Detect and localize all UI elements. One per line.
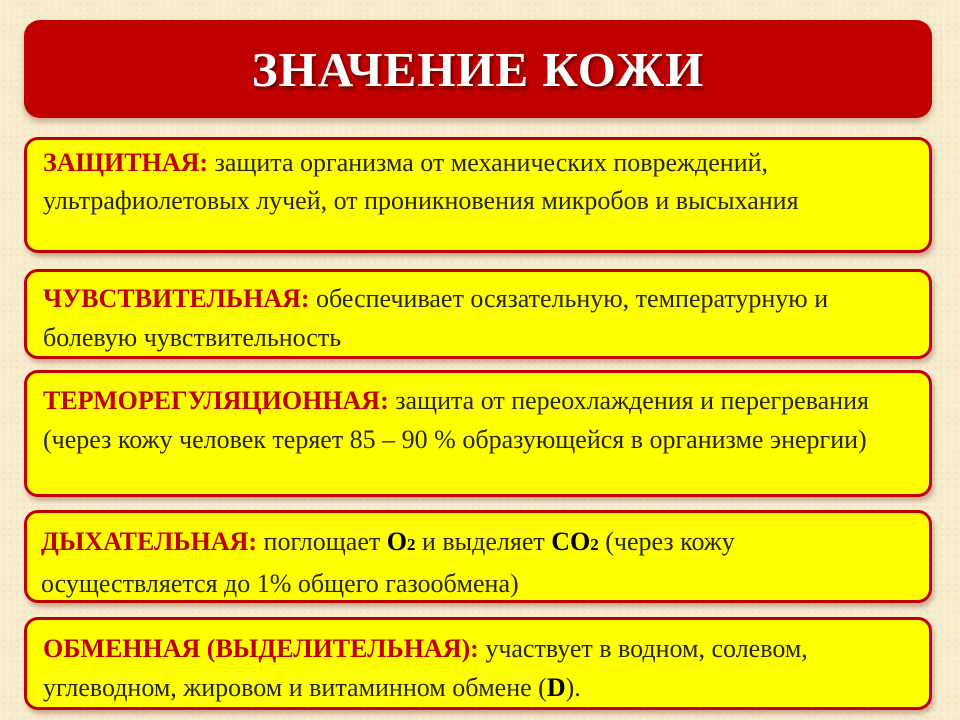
- oxygen-subscript: 2: [406, 535, 416, 554]
- title-banner: [24, 20, 932, 118]
- oxygen-formula: O: [386, 527, 407, 556]
- function-card-sensory: [24, 269, 932, 359]
- function-description: участвует в водном, солевом, углеводном, жировом и витаминном обмене (: [43, 634, 808, 702]
- carbon-dioxide-formula: CO: [551, 527, 591, 556]
- function-description: поглощает: [257, 527, 387, 556]
- function-term: ДЫХАТЕЛЬНАЯ:: [41, 527, 258, 556]
- function-term: ОБМЕННАЯ (ВЫДЕЛИТЕЛЬНАЯ):: [43, 634, 479, 663]
- page-title: ЗНАЧЕНИЕ КОЖИ: [251, 41, 705, 97]
- function-card-protective: [24, 137, 932, 253]
- function-term: ТЕРМОРЕГУЛЯЦИОННАЯ:: [43, 386, 389, 415]
- function-card-metabolic: [24, 617, 932, 710]
- function-description: защита организма от механических повреждений, ультрафиолетовых лучей, от проникновения микробов и высыхания: [43, 148, 799, 215]
- function-term: ЧУВСТВИТЕЛЬНАЯ:: [43, 284, 310, 313]
- function-description: ).: [565, 673, 581, 702]
- vitamin-label: D: [546, 673, 566, 702]
- function-description: (через кожу осуществляется до 1% общего газообмена): [41, 527, 735, 598]
- function-description: защита от переохлаждения и перегревания (через кожу человек теряет 85 – 90 % образующейся в организме энергии): [43, 386, 869, 454]
- function-term: ЗАЩИТНАЯ:: [43, 148, 209, 177]
- carbon-dioxide-subscript: 2: [590, 535, 599, 554]
- function-description: и выделяет: [415, 527, 552, 556]
- function-card-thermoregulatory: [24, 370, 932, 497]
- function-description: обеспечивает осязательную, температурную и болевую чувствительность: [43, 284, 829, 352]
- function-card-respiratory: [24, 510, 932, 603]
